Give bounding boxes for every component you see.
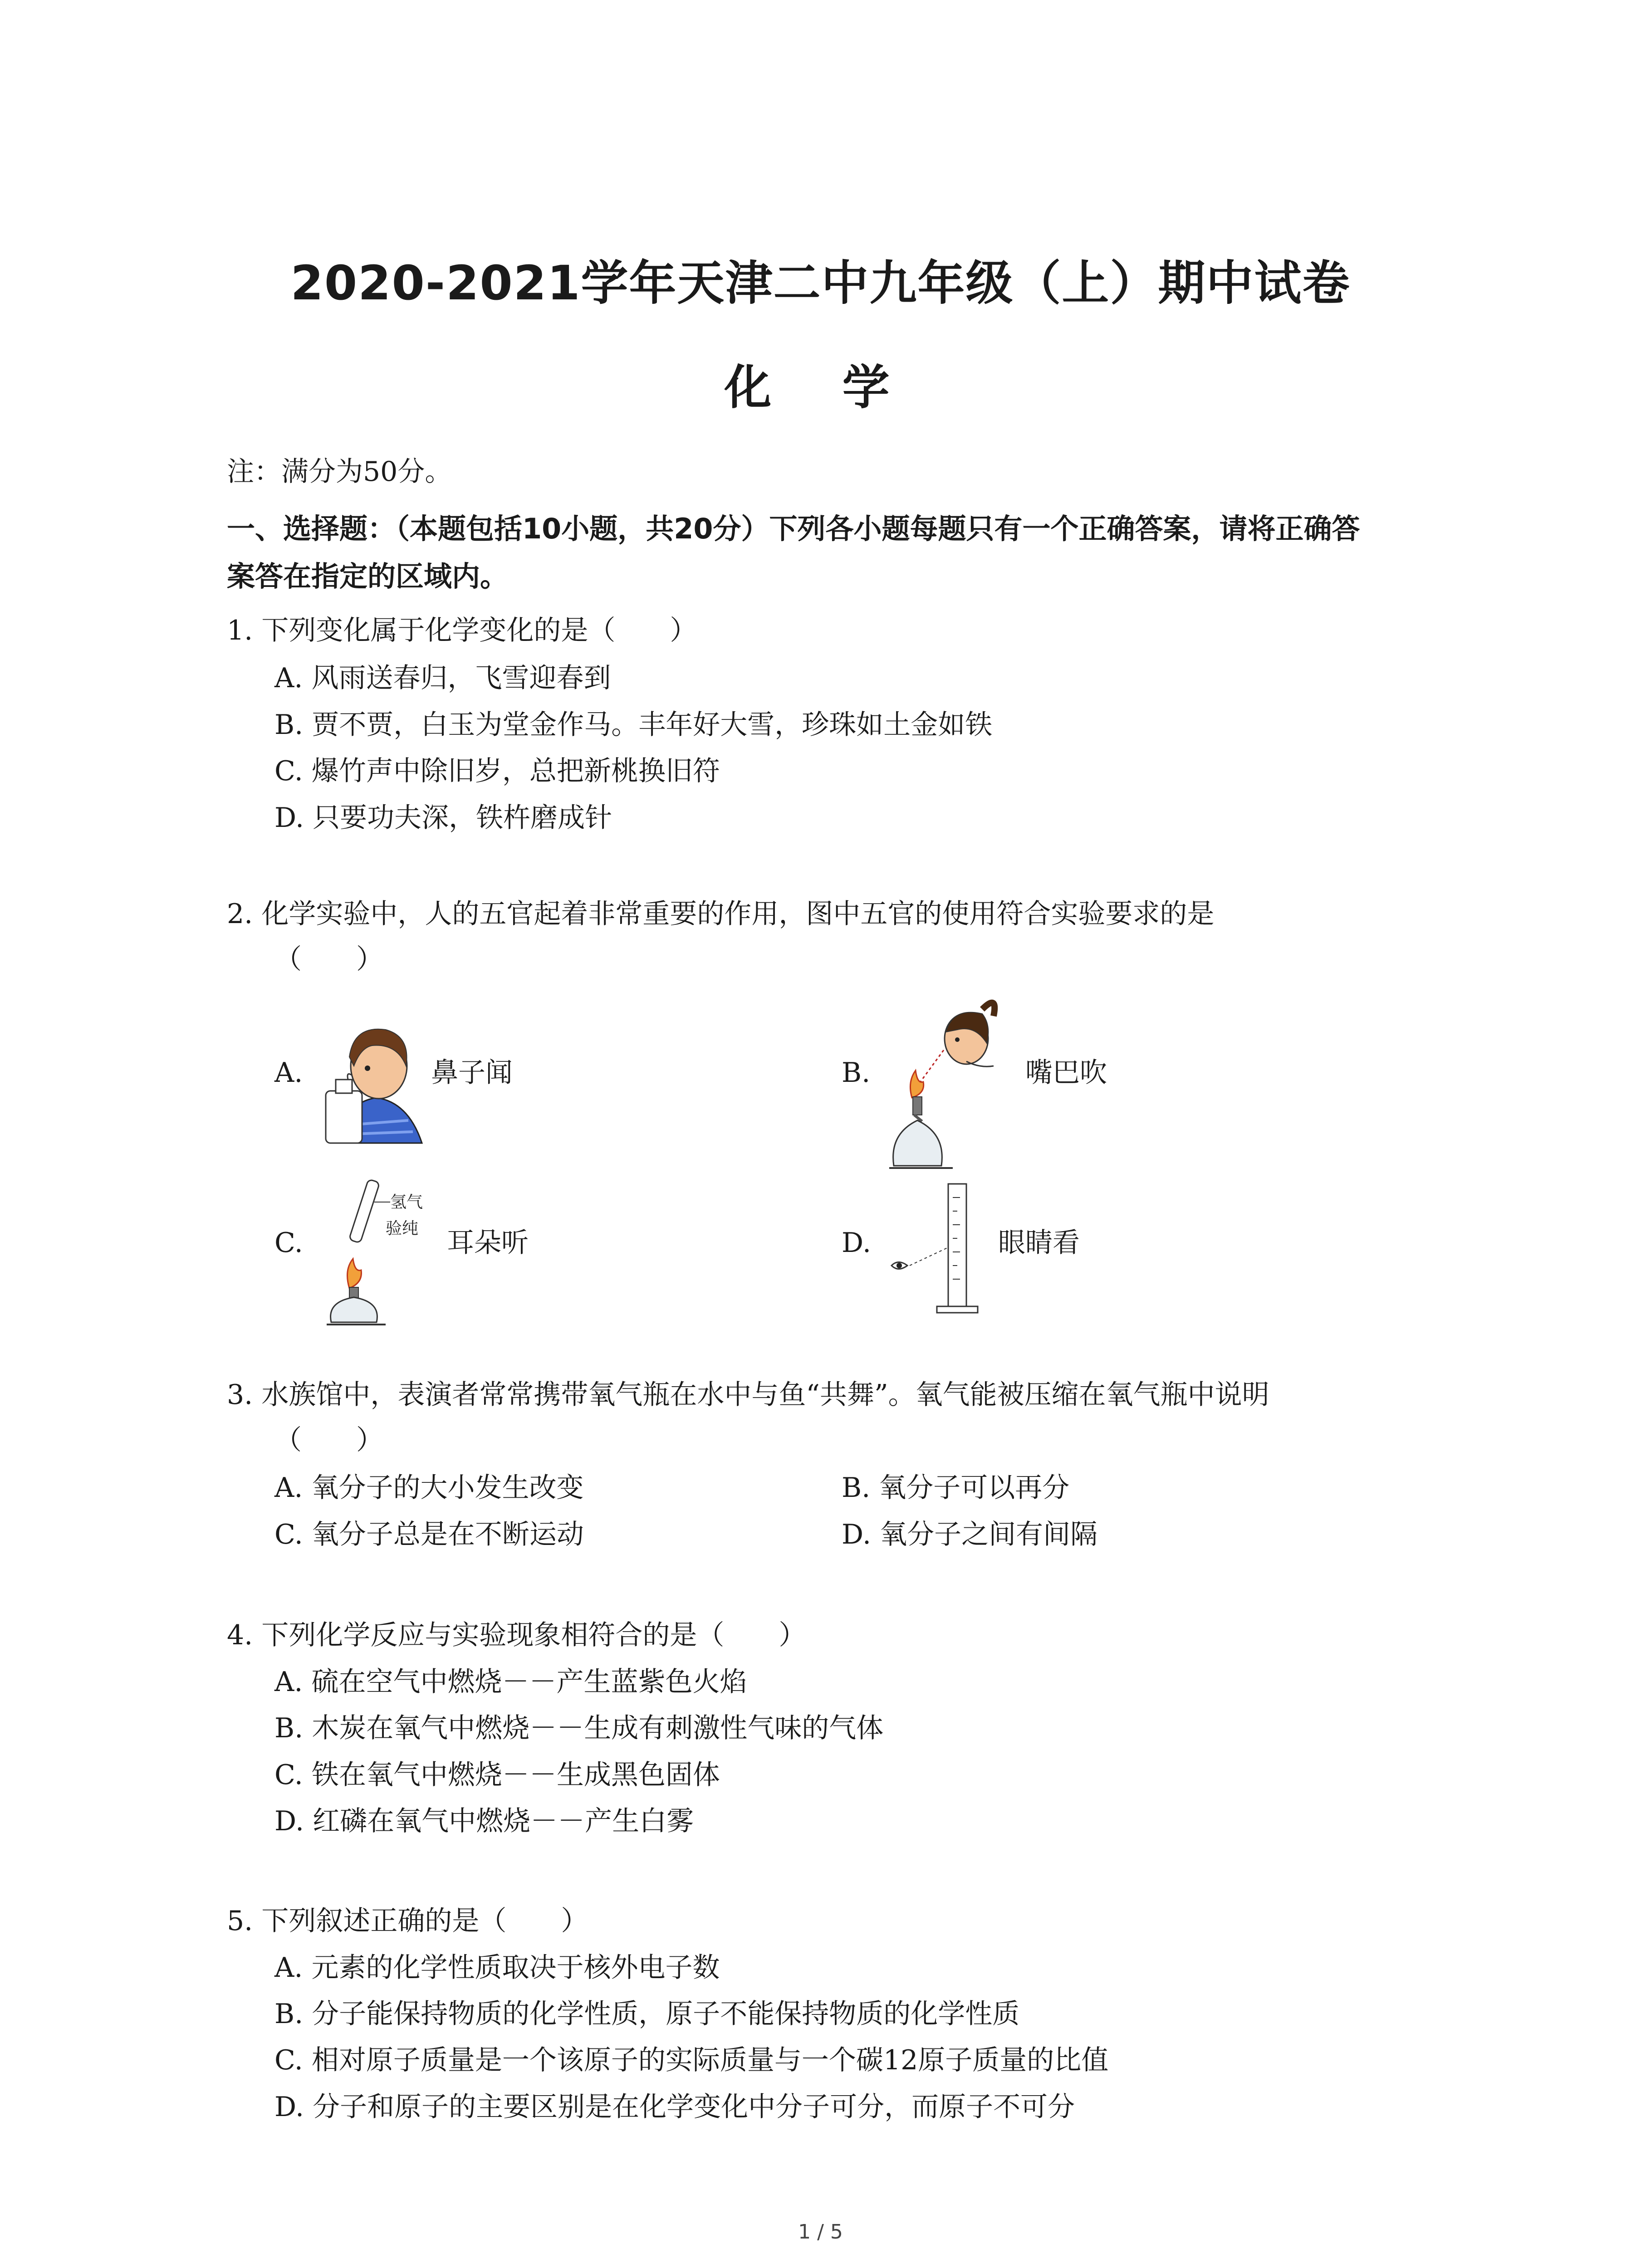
- question-2-option-c-letter: C.: [274, 1227, 303, 1259]
- question-3-stem-cont: （ ）: [274, 1424, 383, 1456]
- question-2-option-d-caption: 眼睛看: [998, 1227, 1080, 1259]
- question-2-option-d-letter: D.: [842, 1227, 872, 1259]
- score-note: 注：满分为50分。: [227, 456, 452, 488]
- question-1-stem: 1. 下列变化属于化学变化的是（ ）: [227, 615, 697, 646]
- question-3-option-a: A. 氧分子的大小发生改变: [274, 1472, 584, 1504]
- question-4-option-d: D. 红磷在氧气中燃烧－－产生白雾: [274, 1805, 694, 1837]
- page-title: 2020-2021学年天津二中九年级（上）期中试卷: [290, 255, 1351, 311]
- question-4-option-c: C. 铁在氧气中燃烧－－生成黑色固体: [274, 1759, 720, 1791]
- question-3-option-d: D. 氧分子之间有间隔: [842, 1519, 1098, 1550]
- purity-test-label: 验纯: [386, 1219, 419, 1238]
- subject-title: 化 学: [724, 360, 917, 415]
- question-3-option-b: B. 氧分子可以再分: [842, 1472, 1070, 1504]
- question-5-option-b: B. 分子能保持物质的化学性质，原子不能保持物质的化学性质: [274, 1998, 1020, 2030]
- question-1-option-d: D. 只要功夫深，铁杵磨成针: [274, 802, 612, 834]
- question-3-stem: 3. 水族馆中，表演者常常携带氧气瓶在水中与鱼“共舞”。氧气能被压缩在氧气瓶中说明: [227, 1379, 1269, 1411]
- hydrogen-test-tube-illustration: [318, 1175, 449, 1329]
- girl-blowing-lamp-illustration: [889, 989, 1025, 1179]
- question-1-option-b: B. 贾不贾，白玉为堂金作马。丰年好大雪，珍珠如土金如铁: [274, 709, 993, 741]
- page-number: 1 / 5: [798, 2220, 843, 2244]
- question-2-option-b-caption: 嘴巴吹: [1025, 1057, 1107, 1089]
- section-heading-cont: 案答在指定的区域内。: [227, 560, 509, 593]
- question-5-option-d: D. 分子和原子的主要区别是在化学变化中分子可分，而原子不可分: [274, 2091, 1075, 2123]
- question-5-option-c: C. 相对原子质量是一个该原子的实际质量与一个碳12原子质量的比值: [274, 2044, 1109, 2076]
- measuring-cylinder-illustration: [885, 1179, 994, 1320]
- boy-smelling-bottle-illustration: [318, 1012, 426, 1148]
- question-1-option-c: C. 爆竹声中除旧岁，总把新桃换旧符: [274, 755, 720, 787]
- question-2-stem-cont: （ ）: [274, 943, 383, 975]
- question-2-stem: 2. 化学实验中，人的五官起着非常重要的作用，图中五官的使用符合实验要求的是: [227, 898, 1215, 930]
- question-4-stem: 4. 下列化学反应与实验现象相符合的是（ ）: [227, 1619, 806, 1651]
- question-5-stem: 5. 下列叙述正确的是（ ）: [227, 1905, 588, 1937]
- question-2-option-a-caption: 鼻子闻: [431, 1057, 513, 1089]
- section-heading: 一、选择题：（本题包括10小题，共20分）下列各小题每题只有一个正确答案，请将正确答: [227, 512, 1360, 545]
- question-2-option-a-letter: A.: [274, 1057, 303, 1089]
- hydrogen-label: 氢气: [390, 1193, 423, 1212]
- question-2-option-c-caption: 耳朵听: [447, 1227, 529, 1259]
- question-5-option-a: A. 元素的化学性质取决于核外电子数: [274, 1952, 720, 1984]
- question-4-option-b: B. 木炭在氧气中燃烧－－生成有刺激性气味的气体: [274, 1712, 884, 1744]
- question-1-option-a: A. 风雨送春归，飞雪迎春到: [274, 662, 611, 694]
- question-2-option-b-letter: B.: [842, 1057, 871, 1089]
- question-3-option-c: C. 氧分子总是在不断运动: [274, 1519, 584, 1550]
- question-4-option-a: A. 硫在空气中燃烧－－产生蓝紫色火焰: [274, 1666, 747, 1698]
